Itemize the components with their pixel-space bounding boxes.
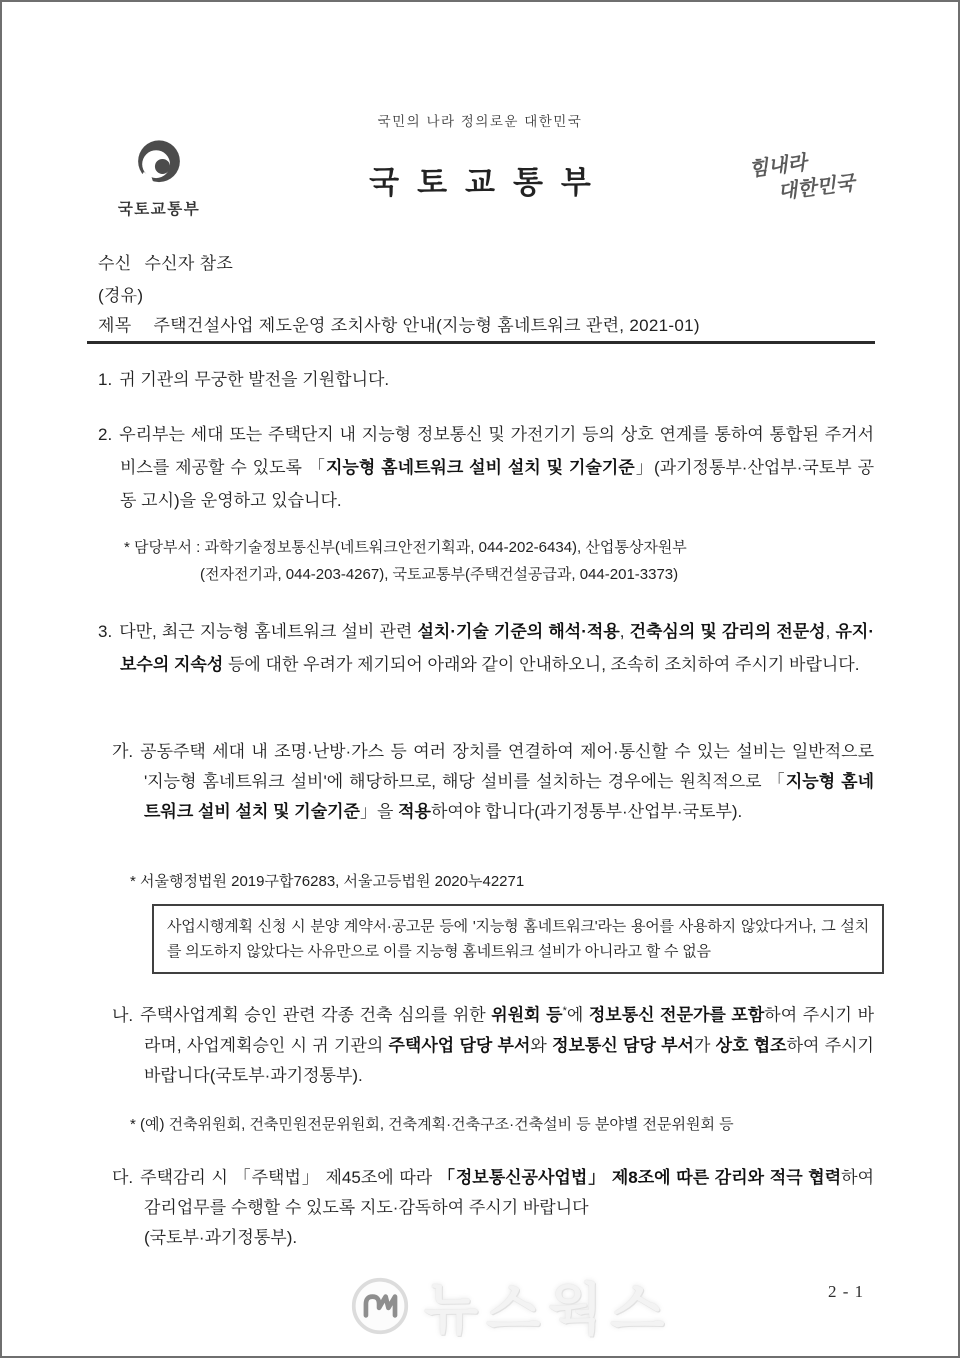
paragraph-2 xyxy=(98,418,874,517)
ministry-logo-label: 국토교통부 xyxy=(117,201,201,218)
paragraph-text-bold: 지능형 홈네트워크 설비 설치 및 기술기준 xyxy=(326,458,635,477)
page-number: 2 - 1 xyxy=(828,1282,865,1301)
paragraph-text: 가 xyxy=(693,1035,716,1055)
paragraph-text: , xyxy=(619,622,630,641)
paragraph-text: 하여야 합니다(과기정통부·산업부·국토부). xyxy=(430,802,743,821)
government-slogan: 국민의 나라 정의로운 대한민국 xyxy=(377,114,583,129)
recipient-row xyxy=(98,252,233,276)
subject-label: 제목 xyxy=(98,316,132,335)
paragraph-text: , xyxy=(825,622,836,641)
subparagraph-ga xyxy=(112,737,874,827)
nw-logo-icon xyxy=(350,1276,410,1336)
paragraph-text: 주택감리 시 「주택법」 제45조에 따라 xyxy=(140,1168,438,1187)
paragraph-text: 귀 기관의 무궁한 발전을 기원합니다. xyxy=(119,370,390,389)
footnote-committee-examples: * (예) 건축위원회, 건축민원전문위원회, 건축계획·건축구조·건축설비 등 분야별 전문위원회 등 xyxy=(130,1116,734,1133)
paragraph-text: 」을 xyxy=(359,802,399,821)
newsworks-watermark xyxy=(350,1266,672,1346)
paragraph-number: 2. xyxy=(98,425,113,444)
recipient-label: 수신 xyxy=(98,254,132,273)
footnote-court-cases: * 서울행정법원 2019구합76283, 서울고등법원 2020누42271 xyxy=(130,873,525,890)
paragraph-text-bold: 유지·보수의 지속성 xyxy=(120,622,874,674)
paragraph-text-bold: 정보통신 전문가를 포함 xyxy=(588,1005,765,1025)
calligraphy-line: 대한민국 xyxy=(776,170,857,204)
paragraph-text-bold: 정보통신 담당 부서 xyxy=(552,1035,694,1055)
paragraph-text: 하여 감리업무를 수행할 수 있도록 지도·감독하여 주시기 바랍니다 xyxy=(144,1168,875,1217)
paragraph-text-bold: 지능형 홈네트워크 설비 설치 및 기술기준 xyxy=(144,772,874,821)
footnote-line: * 담당부서 : 과학기술정보통신부(네트워크안전기획과, 044-202-6434), 산업통상자원부 xyxy=(124,539,687,556)
paragraph-text: 」(과기정통부·산업부·국토부 공동 고시)을 운영하고 있습니다. xyxy=(120,458,874,510)
paragraph-text-bold: 적용 xyxy=(398,802,431,821)
paragraph-number: 3. xyxy=(98,622,113,641)
paragraph-text-bold: 설치·기술 기준의 해석·적용 xyxy=(417,622,620,641)
paragraph-text-bold: 주택사업 담당 부서 xyxy=(388,1035,531,1055)
paragraph-text-bold: 위원회 등 xyxy=(491,1005,563,1025)
paragraph-text-bold: 「정보통신공사업법」 제8조에 따른 감리와 적극 협력 xyxy=(437,1168,842,1187)
footnote-marker: * xyxy=(562,1005,567,1017)
subparagraph-na xyxy=(112,996,874,1091)
recipient-value: 수신자 참조 xyxy=(144,254,234,273)
calligraphy-line: 힘내라 xyxy=(747,150,808,181)
via-row: (경유) xyxy=(98,286,144,305)
subparagraph-number: 다. xyxy=(112,1168,134,1187)
paragraph-text: 공동주택 세대 내 조명·난방·가스 등 여러 장치를 연결하여 제어·통신할 수 있는 설비는 일반적으로 '지능형 홈네트워크 설비'에 해당하므로, 해당 설비를 설치하는 경우에는 원칙적으로 「 xyxy=(140,742,874,791)
paragraph-text: 와 xyxy=(530,1035,553,1055)
footnote-line: (전자전기과, 044-203-4267), 국토교통부(주택건설공급과, 044-201-3373) xyxy=(200,566,679,583)
subparagraph-number: 가. xyxy=(112,742,134,761)
paragraph-text: 하여 주시기 바라며, 사업계획승인 시 귀 기관의 xyxy=(144,1005,874,1055)
footnote-departments xyxy=(124,534,876,588)
subject-value: 주택건설사업 제도운영 조치사항 안내(지능형 홈네트워크 관련, 2021-01) xyxy=(153,316,700,335)
paragraph-text: 우리부는 세대 또는 주택단지 내 지능형 정보통신 및 가전기기 등의 상호 연계를 통하여 통합된 주거서비스를 제공할 수 있도록 「 xyxy=(119,425,874,477)
subparagraph-number: 나. xyxy=(112,1005,134,1025)
paragraph-text-bold: 상호 협조 xyxy=(715,1035,787,1055)
paragraph-3 xyxy=(98,615,874,681)
paragraph-text: 하여 주시기 바랍니다(국토부·과기정통부). xyxy=(144,1035,874,1085)
ruling-summary-box: 사업시행계획 신청 시 분양 계약서·공고문 등에 '지능형 홈네트워크'라는 용어를 사용하지 않았다거나, 그 설치를 의도하지 않았다는 사유만으로 이를 지능형 홈네트워크 설비가 아니라고 할 수 없음 xyxy=(152,904,884,974)
subject-row xyxy=(98,314,878,338)
paragraph-text: 주택사업계획 승인 관련 각종 건축 심의를 위한 xyxy=(140,1005,492,1025)
paragraph-text: 등에 대한 우려가 제기되어 아래와 같이 안내하오니, 조속히 조치하여 주시기 바랍니다. xyxy=(223,655,860,674)
paragraph-text-bold: 건축심의 및 감리의 전문성 xyxy=(629,622,826,641)
paragraph-text: (국토부·과기정통부). xyxy=(144,1228,298,1247)
header-divider xyxy=(87,341,875,344)
document-title: 국토교통부 xyxy=(369,165,609,200)
subparagraph-da xyxy=(112,1163,874,1253)
paragraph-number: 1. xyxy=(98,370,113,389)
paragraph-1 xyxy=(98,363,874,396)
watermark-brand-text: 뉴스웍스 xyxy=(424,1278,673,1341)
paragraph-text: 다만, 최근 지능형 홈네트워크 설비 관련 xyxy=(119,622,418,641)
paragraph-text: 에 xyxy=(566,1005,589,1025)
